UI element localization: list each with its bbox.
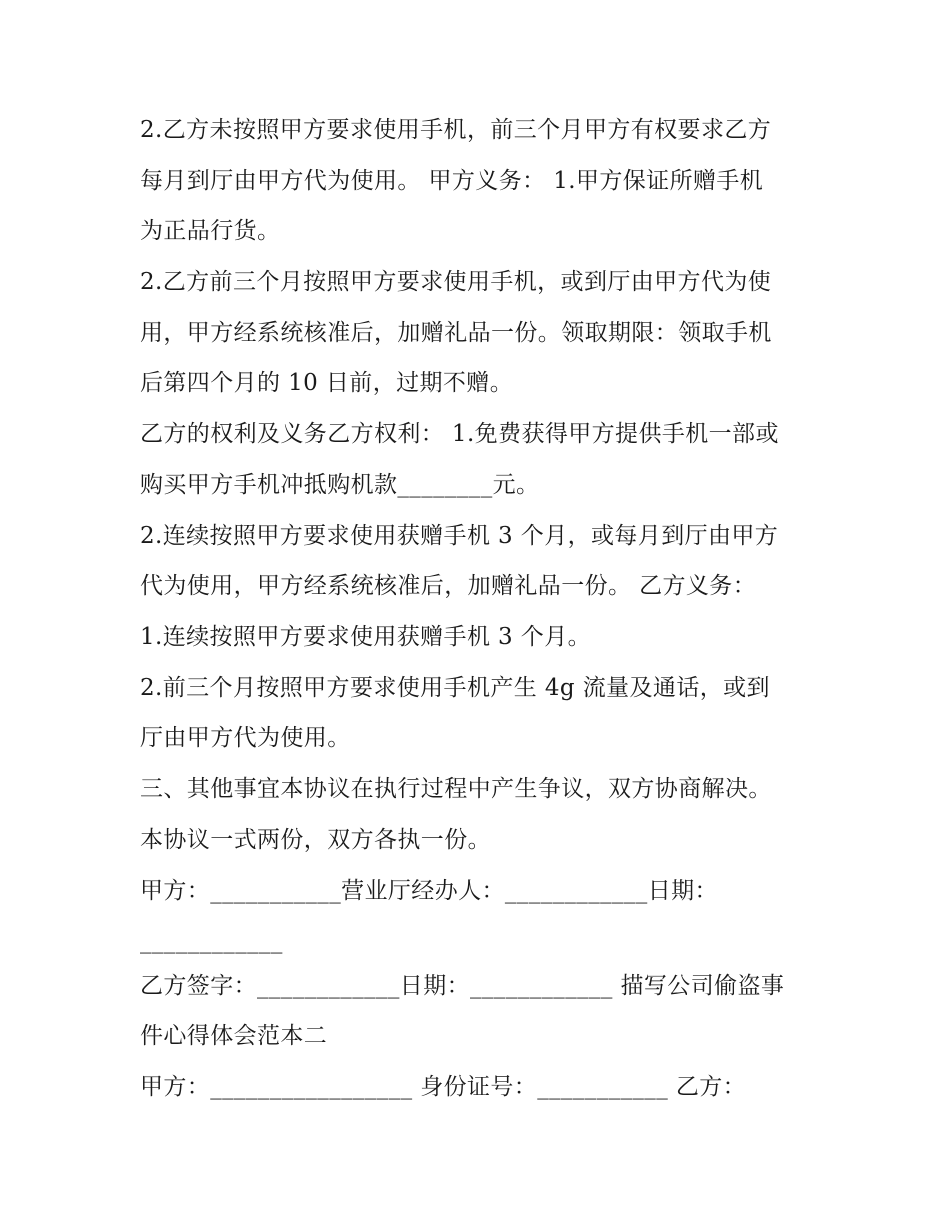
text-line: 厅由甲方代为使用。 (140, 725, 351, 751)
text-line: 为正品行货。 (140, 218, 281, 244)
text-line: 每月到厅由甲方代为使用。 甲方义务： 1.甲方保证所赠手机 (140, 168, 764, 194)
text-line: 三、其他事宜本协议在执行过程中产生争议，双方协商解决。 (140, 776, 772, 802)
text-line: 1.连续按照甲方要求使用获赠手机 3 个月。 (140, 624, 591, 650)
text-line: 本协议一式两份，双方各执一份。 (140, 827, 491, 853)
text-line: 乙方的权利及义务乙方权利： 1.免费获得甲方提供手机一部或 (140, 421, 779, 447)
party-id-line: 甲方：_________________ 身份证号：___________ 乙方： (140, 1074, 747, 1100)
signature-line-date-blank: ____________ (140, 928, 283, 954)
text-line: 2.前三个月按照甲方要求使用手机产生 4g 流量及通话，或到 (140, 675, 770, 701)
text-line: 2.乙方未按照甲方要求使用手机，前三个月甲方有权要求乙方 (140, 117, 772, 143)
text-line: 2.乙方前三个月按照甲方要求使用手机，或到厅由甲方代为使 (140, 269, 772, 295)
text-line: 2.连续按照甲方要求使用获赠手机 3 个月，或每月到厅由甲方 (140, 523, 779, 549)
text-line: 购买甲方手机冲抵购机款________元。 (140, 472, 540, 498)
signature-line-party-b: 乙方签字：____________日期：____________ 描写公司偷盗事 (140, 973, 785, 999)
text-line: 后第四个月的 10 日前，过期不赠。 (140, 370, 514, 396)
text-line: 用，甲方经系统核准后，加赠礼品一份。领取期限：领取手机 (140, 320, 772, 346)
text-line: 代为使用，甲方经系统核准后，加赠礼品一份。 乙方义务： (140, 573, 757, 599)
signature-line-party-a: 甲方：___________营业厅经办人：____________日期： (140, 878, 718, 904)
section-title-line: 件心得体会范本二 (140, 1023, 328, 1049)
